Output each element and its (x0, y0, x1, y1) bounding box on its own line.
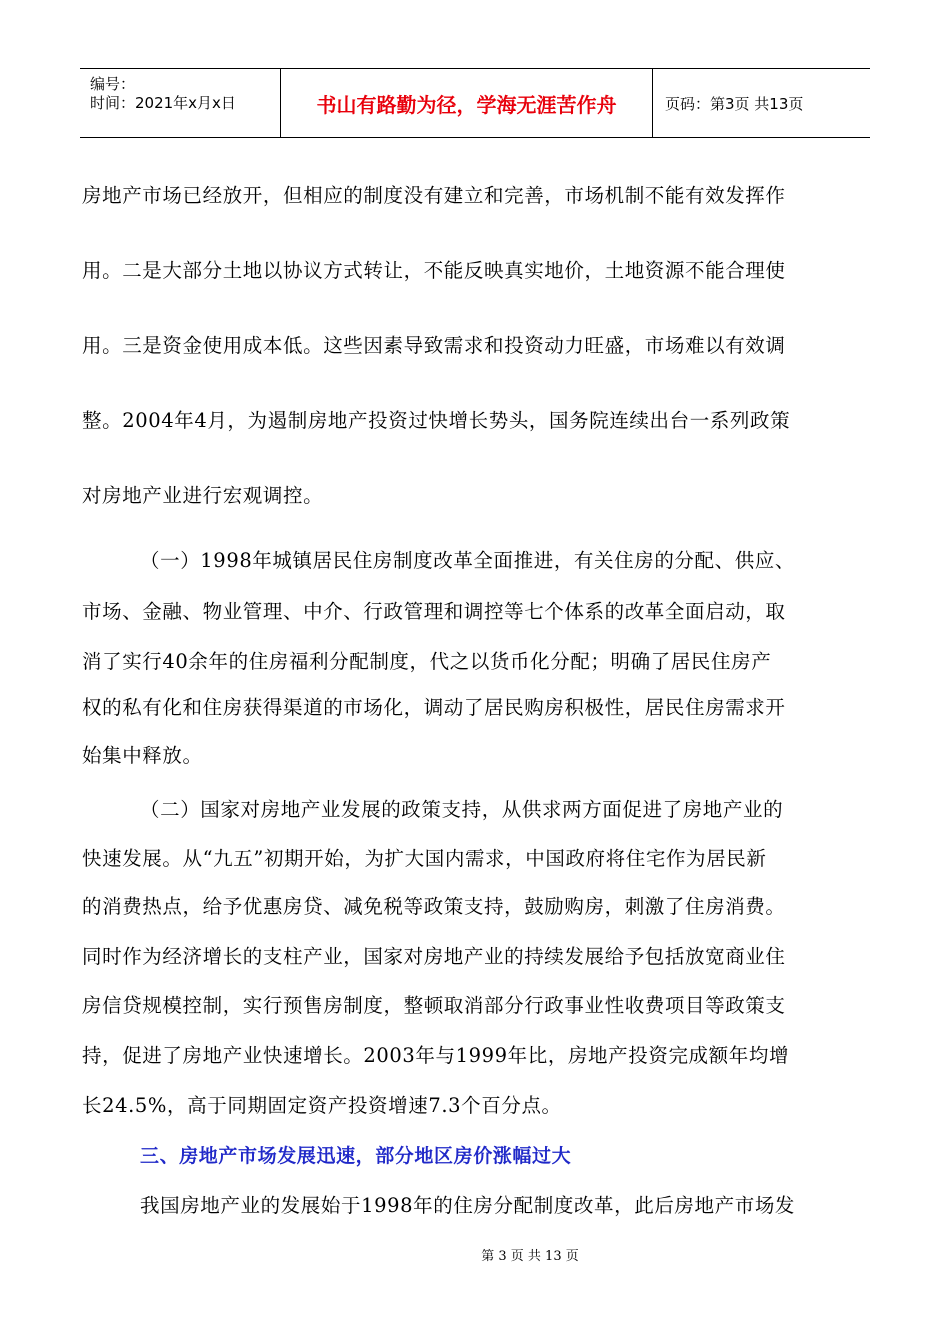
paragraph-line: 快速发展。从“九五”初期开始，为扩大国内需求，中国政府将住宅作为居民新 (82, 847, 767, 870)
paragraph-line: 同时作为经济增长的支柱产业，国家对房地产业的持续发展给予包括放宽商业住 (82, 945, 786, 968)
paragraph-line: 我国房地产业的发展始于1998年的住房分配制度改革，此后房地产市场发 (140, 1194, 796, 1217)
paragraph-line: （二）国家对房地产业发展的政策支持，从供求两方面促进了房地产业的 (140, 798, 784, 821)
paragraph-line: 长24.5%，高于同期固定资产投资增速7.3个百分点。 (82, 1094, 562, 1117)
number-label: 编号： (90, 75, 136, 93)
paragraph-line: 用。三是资金使用成本低。这些因素导致需求和投资动力旺盛，市场难以有效调 (82, 334, 786, 357)
header-page-info: 页码：第3页 共13页 (665, 94, 804, 113)
header-motto: 书山有路勤为径，学海无涯苦作舟 (281, 69, 653, 137)
paragraph-line: 整。2004年4月，为遏制房地产投资过快增长势头，国务院连续出台一系列政策 (82, 409, 791, 432)
paragraph-line: 用。二是大部分土地以协议方式转让，不能反映真实地价，土地资源不能合理使 (82, 259, 786, 282)
paragraph-line: 对房地产业进行宏观调控。 (82, 484, 324, 507)
paragraph-line: （一）1998年城镇居民住房制度改革全面推进，有关住房的分配、供应、 (140, 549, 796, 572)
paragraph-line: 权的私有化和住房获得渠道的市场化，调动了居民购房积极性，居民住房需求开 (82, 696, 786, 719)
page-footer: 第 3 页 共 13 页 (481, 1249, 579, 1264)
paragraph-line: 房地产市场已经放开，但相应的制度没有建立和完善，市场机制不能有效发挥作 (82, 184, 786, 207)
paragraph-line: 持，促进了房地产业快速增长。2003年与1999年比，房地产投资完成额年均增 (82, 1044, 790, 1067)
paragraph-line: 市场、金融、物业管理、中介、行政管理和调控等七个体系的改革全面启动，取 (82, 600, 786, 623)
section-heading: 三、房地产市场发展迅速，部分地区房价涨幅过大 (140, 1145, 572, 1167)
date-label: 时间：2021年x月x日 (90, 94, 236, 112)
header-meta-cell (80, 69, 281, 137)
paragraph-line: 的消费热点，给予优惠房贷、减免税等政策支持，鼓励购房，刺激了住房消费。 (82, 895, 786, 918)
paragraph-line: 房信贷规模控制，实行预售房制度，整顿取消部分行政事业性收费项目等政策支 (82, 994, 786, 1017)
paragraph-line: 消了实行40余年的住房福利分配制度，代之以货币化分配；明确了居民住房产 (82, 650, 772, 673)
page-header (80, 68, 870, 138)
paragraph-line: 始集中释放。 (82, 744, 203, 767)
